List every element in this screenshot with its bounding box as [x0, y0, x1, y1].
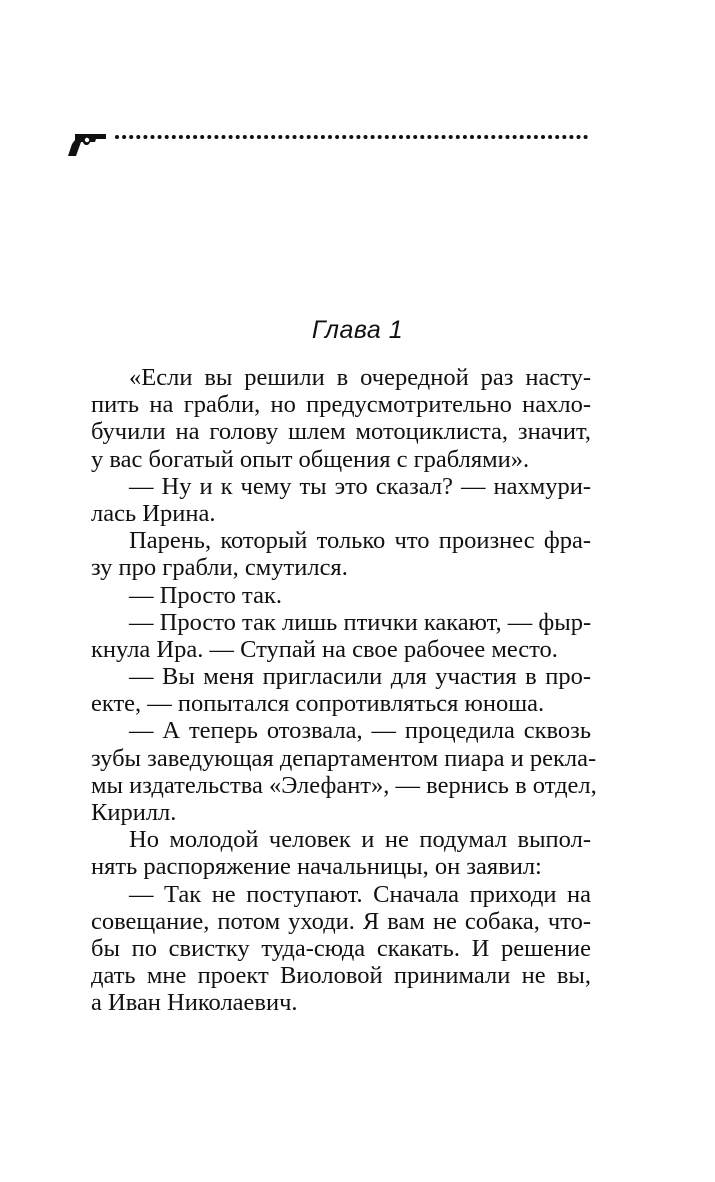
rule-dot — [513, 135, 517, 139]
rule-dot — [527, 135, 531, 139]
rule-dot — [506, 135, 510, 139]
text-line: мы издательства «Элефант», — вернись в отдел, — [91, 771, 597, 799]
rule-dot — [179, 135, 183, 139]
text-line: Парень, который только что произнес фра- — [129, 527, 591, 555]
chapter-title: Глава 1 — [311, 316, 404, 344]
text-line: — Просто так лишь птички какают, — фыр- — [129, 608, 592, 636]
rule-dot — [186, 135, 190, 139]
rule-dot — [420, 135, 424, 139]
rule-dot — [328, 135, 332, 139]
text-line: зу про грабли, смутился. — [91, 554, 348, 582]
rule-dot — [498, 135, 502, 139]
rule-dot — [122, 135, 126, 139]
paragraph — [91, 717, 597, 826]
text-line: Кирилл. — [91, 799, 177, 826]
rule-dot — [285, 135, 289, 139]
rule-dot — [449, 135, 453, 139]
rule-dot — [236, 135, 240, 139]
rule-dot — [136, 135, 140, 139]
rule-dot — [548, 135, 552, 139]
rule-dot — [243, 135, 247, 139]
rule-dot — [300, 135, 304, 139]
rule-dot — [392, 135, 396, 139]
rule-dot — [399, 135, 403, 139]
rule-dot — [364, 135, 368, 139]
rule-dot — [463, 135, 467, 139]
text-line: пить на грабли, но предусмотрительно нахло- — [91, 391, 591, 419]
text-line: а Иван Николаевич. — [91, 989, 298, 1017]
rule-dot — [477, 135, 481, 139]
rule-dot — [307, 135, 311, 139]
dotted-rule — [114, 134, 592, 140]
rule-dot — [470, 135, 474, 139]
text-line: зубы заведующая департаментом пиара и рекла- — [91, 744, 597, 772]
rule-dot — [293, 135, 297, 139]
rule-dot — [278, 135, 282, 139]
rule-dot — [534, 135, 538, 139]
text-line: нять распоряжение начальницы, он заявил: — [91, 853, 542, 881]
rule-dot — [193, 135, 197, 139]
text-line: «Если вы решили в очередной раз насту- — [129, 364, 591, 391]
rule-dot — [342, 135, 346, 139]
rule-dot — [165, 135, 169, 139]
rule-dot — [555, 135, 559, 139]
rule-dot — [442, 135, 446, 139]
paragraph — [91, 826, 591, 880]
chapter-header-ornament — [66, 126, 596, 160]
text-line: екте, — попытался сопротивляться юноша. — [91, 690, 545, 718]
text-line: дать мне проект Виоловой принимали не вы, — [91, 962, 591, 990]
rule-dot — [151, 135, 155, 139]
rule-dot — [115, 135, 119, 139]
rule-dot — [271, 135, 275, 139]
rule-dot — [321, 135, 325, 139]
rule-dot — [577, 135, 581, 139]
text-line: — А теперь отозвала, — процедила сквозь — [129, 717, 591, 745]
rule-dot — [491, 135, 495, 139]
rule-dot — [264, 135, 268, 139]
text-line: бучили на голову шлем мотоциклиста, значит, — [91, 418, 591, 446]
rule-dot — [349, 135, 353, 139]
revolver-icon — [66, 126, 108, 160]
text-line: у вас богатый опыт общения с граблями». — [91, 445, 530, 473]
text-line: Но молодой человек и не подумал выпол- — [129, 826, 591, 854]
paragraph — [91, 364, 591, 473]
rule-dot — [207, 135, 211, 139]
chapter-body — [91, 364, 597, 1017]
rule-dot — [371, 135, 375, 139]
rule-dot — [456, 135, 460, 139]
rule-dot — [222, 135, 226, 139]
text-line: кнула Ира. — Ступай на свое рабочее место. — [91, 635, 558, 663]
rule-dot — [200, 135, 204, 139]
rule-dot — [129, 135, 133, 139]
text-line: лась Ирина. — [91, 499, 216, 527]
text-line: — Так не поступают. Сначала приходи на — [129, 880, 591, 908]
paragraph — [91, 582, 591, 609]
paragraph — [91, 527, 591, 581]
rule-dot — [172, 135, 176, 139]
paragraph — [91, 609, 591, 663]
text-line: — Просто так. — [129, 581, 282, 609]
rule-dot — [257, 135, 261, 139]
rule-dot — [378, 135, 382, 139]
paragraph — [91, 663, 591, 717]
text-line: — Вы меня пригласили для участия в про- — [129, 663, 591, 691]
rule-dot — [484, 135, 488, 139]
rule-dot — [158, 135, 162, 139]
rule-dot — [335, 135, 339, 139]
rule-dot — [584, 135, 588, 139]
rule-dot — [214, 135, 218, 139]
rule-dot — [435, 135, 439, 139]
rule-dot — [569, 135, 573, 139]
rule-dot — [562, 135, 566, 139]
rule-dot — [385, 135, 389, 139]
text-line: бы по свистку туда-сюда скакать. И решение — [91, 934, 591, 962]
rule-dot — [413, 135, 417, 139]
rule-dot — [229, 135, 233, 139]
rule-dot — [427, 135, 431, 139]
paragraph — [91, 473, 591, 527]
rule-dot — [250, 135, 254, 139]
rule-dot — [541, 135, 545, 139]
text-line: — Ну и к чему ты это сказал? — нахмури- — [129, 472, 591, 500]
rule-dot — [314, 135, 318, 139]
text-line: совещание, потом уходи. Я вам не собака, что- — [91, 907, 591, 935]
rule-dot — [143, 135, 147, 139]
rule-dot — [356, 135, 360, 139]
paragraph — [91, 881, 591, 1017]
rule-dot — [406, 135, 410, 139]
rule-dot — [520, 135, 524, 139]
